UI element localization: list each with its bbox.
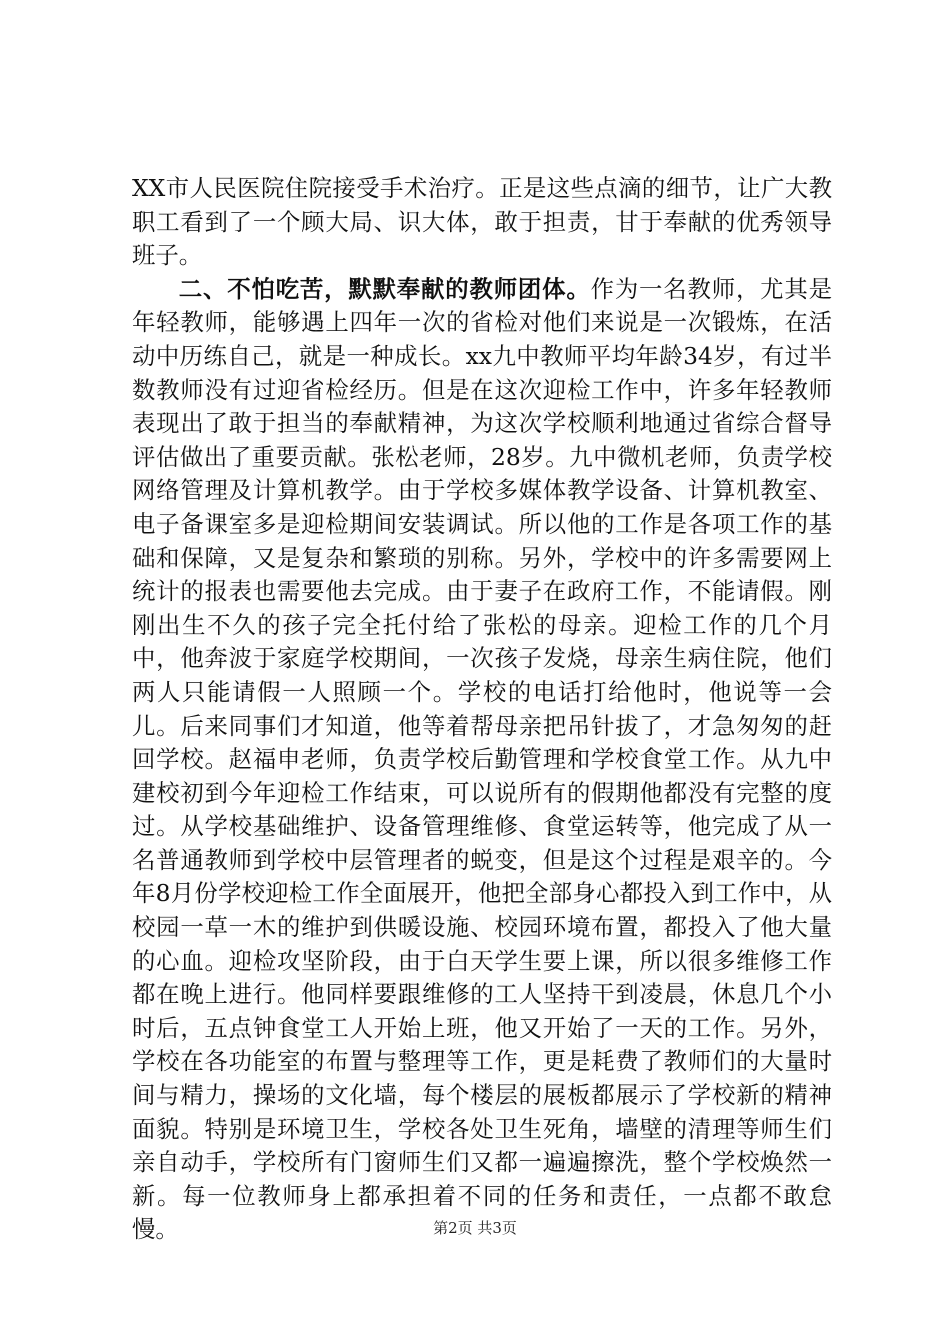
section-2-body: 作为一名教师，尤其是年轻教师，能够遇上四年一次的省检对他们来说是一次锻炼，在活动中历练自己，就是一种成长。xx九中教师平均年龄34岁，有过半数教师没有过迎省检经历。但是在这次迎检工作中，许多年轻教师表现出了敢于担当的奉献精神，为这次学校顺利地通过省综合督导评估做出了重要贡献。张松老师，28岁。九中微机老师，负责学校网络管理及计算机教学。由于学校多媒体教学设备、计算机教室、电子备课室多是迎检期间安装调试。所以他的工作是各项工作的基础和保障，又是复杂和繁琐的别称。另外，学校中的许多需要网上统计的报表也需要他去完成。由于妻子在政府工作，不能请假。刚刚出生不久的孩子完全托付给了张松的母亲。迎检工作的几个月中，他奔波于家庭学校期间，一次孩子发烧，母亲生病住院，他们两人只能请假一人照顾一个。学校的电话打给他时，他说等一会儿。后来同事们才知道，他等着帮母亲把吊针拔了，才急匆匆的赶回学校。赵福申老师，负责学校后勤管理和学校食堂工作。从九中建校初到今年迎检工作结束，可以说所有的假期他都没有完整的度过。从学校基础维护、设备管理维修、食堂运转等，他完成了从一名普通教师到学校中层管理者的蜕变，但是这个过程是艰辛的。今年8月份学校迎检工作全面展开，他把全部身心都投入到工作中，从校园一草一木的维护到供暖设施、校园环境布置，都投入了他大量的心血。迎检攻坚阶段，由于白天学生要上课，所以很多维修工作都在晚上进行。他同样要跟维修的工人坚持干到凌晨，休息几个小时后，五点钟食堂工人开始上班，他又开始了一天的工作。另外，学校在各功能室的布置与整理等工作，更是耗费了教师们的大量时间与精力，操场的文化墙，每个楼层的展板都展示了学校新的精神面貌。特别是环境卫生，学校各处卫生死角，墙壁的清理等师生们亲自动手，学校所有门窗师生们又都一遍遍擦洗，整个学校焕然一新。每一位教师身上都承担着不同的任务和责任，一点都不敢怠慢。	[132, 274, 833, 1244]
page-footer: 第2页 共3页	[433, 1219, 517, 1237]
paragraph-continuation: XX市人民医院住院接受手术治疗。正是这些点滴的细节，让广大教职工看到了一个顾大局、识大体，敢于担责，甘于奉献的优秀领导班子。	[132, 174, 832, 270]
section-2-paragraph	[132, 273, 832, 1247]
document-body	[132, 172, 832, 1247]
section-2-heading: 二、不怕吃苦，默默奉献的教师团体。	[178, 274, 591, 303]
